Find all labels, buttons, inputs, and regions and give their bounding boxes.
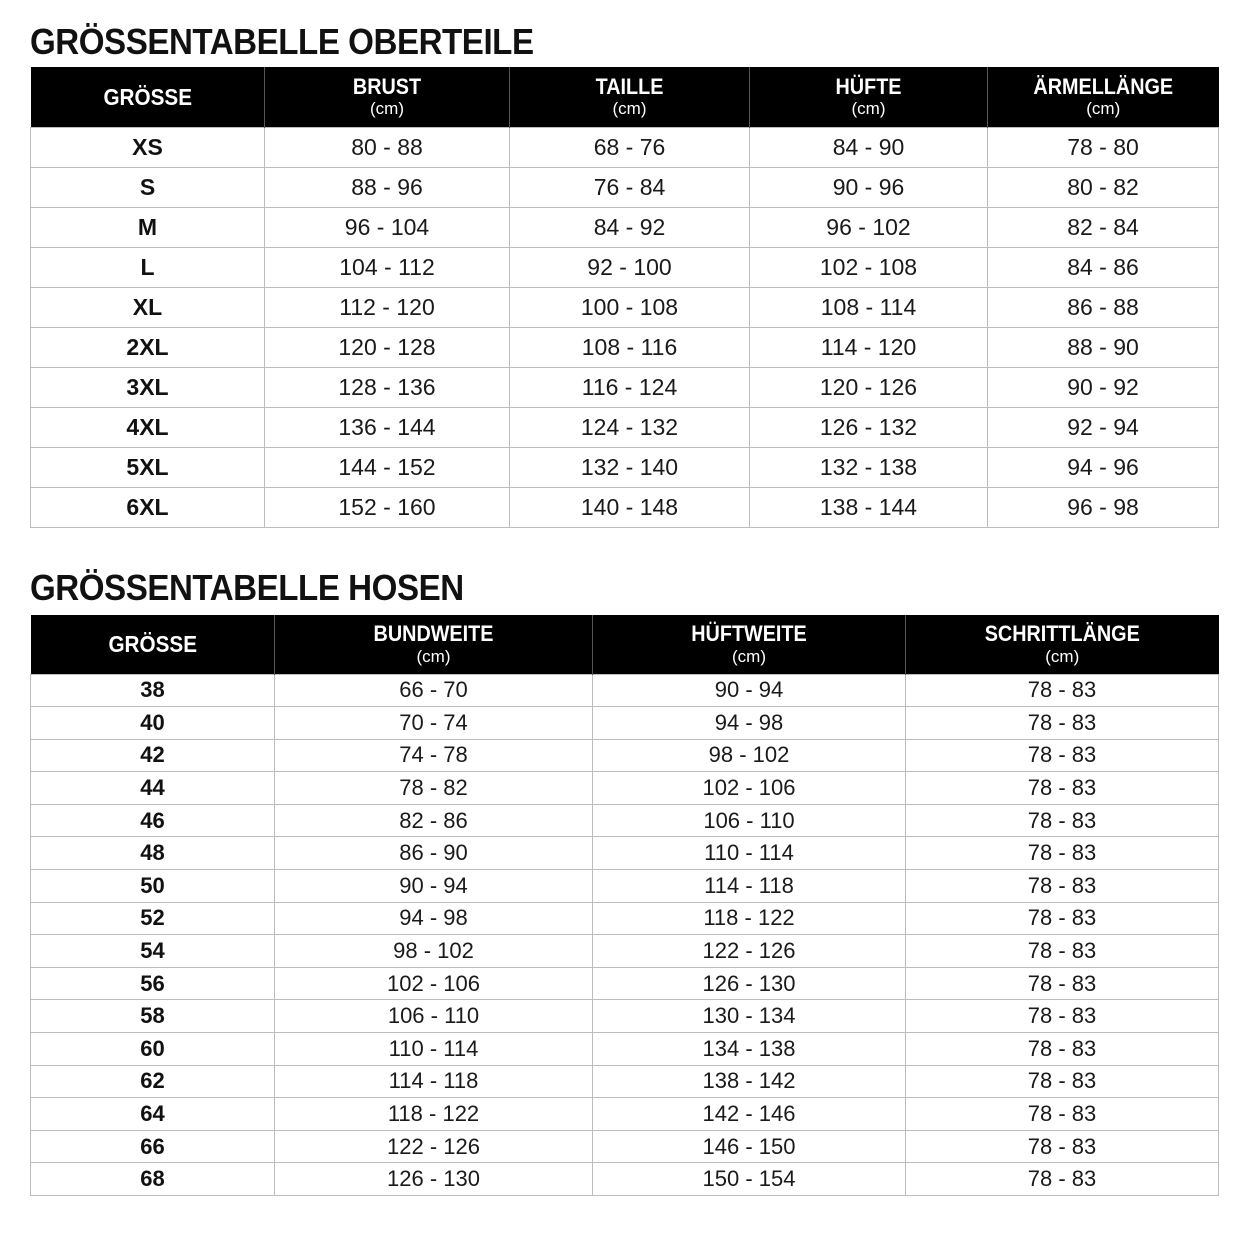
tops-cell-size: XL [31,287,265,327]
pants-cell-hip-width: 122 - 126 [593,935,906,968]
tops-cell-sleeve-length: 82 - 84 [988,207,1219,247]
pants-cell-inseam: 78 - 83 [906,1065,1219,1098]
tops-cell-hip: 132 - 138 [750,447,988,487]
pants-cell-waistband: 86 - 90 [275,837,593,870]
tops-cell-waist: 92 - 100 [510,247,750,287]
pants-header-label: SCHRITTLÄNGE [984,621,1140,647]
table-row [31,207,1219,247]
pants-header-unit: (cm) [732,646,766,666]
pants-cell-size: 46 [31,804,275,837]
tops-header-unit: (cm) [851,99,886,119]
tops-cell-chest: 104 - 112 [265,247,510,287]
pants-cell-size: 42 [31,739,275,772]
pants-cell-size: 56 [31,967,275,1000]
tops-cell-size: M [31,207,265,247]
pants-cell-hip-width: 150 - 154 [593,1163,906,1196]
pants-cell-inseam: 78 - 83 [906,837,1219,870]
tops-header-unit: (cm) [370,99,404,119]
pants-cell-waistband: 78 - 82 [275,772,593,805]
pants-cell-size: 60 [31,1033,275,1066]
pants-cell-size: 58 [31,1000,275,1033]
table-row [31,1033,1219,1066]
table-row [31,1000,1219,1033]
pants-cell-waistband: 114 - 118 [275,1065,593,1098]
pants-cell-waistband: 126 - 130 [275,1163,593,1196]
pants-cell-size: 50 [31,870,275,903]
tops-cell-hip: 120 - 126 [750,367,988,407]
tops-header-hip [750,67,988,127]
table-row [31,247,1219,287]
pants-cell-hip-width: 134 - 138 [593,1033,906,1066]
pants-cell-inseam: 78 - 83 [906,1163,1219,1196]
tops-cell-chest: 136 - 144 [265,407,510,447]
tops-header-label: BRUST [352,73,422,99]
pants-cell-waistband: 70 - 74 [275,707,593,740]
pants-cell-waistband: 122 - 126 [275,1130,593,1163]
pants-header-unit: (cm) [416,646,451,666]
tops-cell-chest: 128 - 136 [265,367,510,407]
pants-cell-waistband: 82 - 86 [275,804,593,837]
tops-cell-hip: 108 - 114 [750,287,988,327]
pants-cell-hip-width: 110 - 114 [593,837,906,870]
pants-header-inseam [906,615,1219,674]
pants-cell-inseam: 78 - 83 [906,772,1219,805]
tops-cell-chest: 144 - 152 [265,447,510,487]
tops-cell-hip: 114 - 120 [750,327,988,367]
tops-cell-size: 2XL [31,327,265,367]
pants-cell-inseam: 78 - 83 [906,804,1219,837]
pants-cell-size: 44 [31,772,275,805]
tops-cell-sleeve-length: 94 - 96 [988,447,1219,487]
table-row [31,707,1219,740]
tops-cell-chest: 80 - 88 [265,127,510,167]
tops-cell-size: 6XL [31,487,265,527]
tops-cell-sleeve-length: 92 - 94 [988,407,1219,447]
pants-cell-hip-width: 90 - 94 [593,674,906,707]
table-row [31,870,1219,903]
tops-cell-hip: 90 - 96 [750,167,988,207]
table-row [31,935,1219,968]
tops-cell-chest: 152 - 160 [265,487,510,527]
tops-cell-waist: 84 - 92 [510,207,750,247]
pants-cell-inseam: 78 - 83 [906,967,1219,1000]
tops-header-chest [265,67,510,127]
tops-cell-waist: 68 - 76 [510,127,750,167]
pants-cell-size: 66 [31,1130,275,1163]
tops-cell-size: 4XL [31,407,265,447]
tops-cell-size: S [31,167,265,207]
pants-cell-size: 64 [31,1098,275,1131]
table-row [31,447,1219,487]
table-row [31,1130,1219,1163]
pants-cell-waistband: 118 - 122 [275,1098,593,1131]
pants-header-label: BUNDWEITE [373,621,494,647]
pants-cell-waistband: 74 - 78 [275,739,593,772]
pants-cell-hip-width: 146 - 150 [593,1130,906,1163]
pants-cell-inseam: 78 - 83 [906,739,1219,772]
pants-cell-size: 68 [31,1163,275,1196]
tops-header-label: TAILLE [595,73,664,99]
table-row [31,367,1219,407]
tops-cell-hip: 102 - 108 [750,247,988,287]
pants-cell-size: 40 [31,707,275,740]
pants-cell-inseam: 78 - 83 [906,1130,1219,1163]
pants-cell-hip-width: 130 - 134 [593,1000,906,1033]
tops-header-label: ÄRMELLÄNGE [1033,73,1174,99]
tops-cell-waist: 124 - 132 [510,407,750,447]
table-row [31,804,1219,837]
table-row [31,287,1219,327]
pants-cell-hip-width: 142 - 146 [593,1098,906,1131]
tops-cell-sleeve-length: 80 - 82 [988,167,1219,207]
pants-header-unit: (cm) [1045,646,1080,666]
table-row [31,967,1219,1000]
pants-cell-hip-width: 114 - 118 [593,870,906,903]
tops-cell-waist: 132 - 140 [510,447,750,487]
pants-cell-hip-width: 106 - 110 [593,804,906,837]
table-row [31,837,1219,870]
tops-size-table-title: GRÖSSENTABELLE OBERTEILE [30,21,534,62]
tops-cell-hip: 126 - 132 [750,407,988,447]
tops-header-sleeve-length [988,67,1219,127]
pants-cell-hip-width: 98 - 102 [593,739,906,772]
table-row [31,127,1219,167]
tops-cell-waist: 108 - 116 [510,327,750,367]
table-row [31,407,1219,447]
tops-cell-chest: 120 - 128 [265,327,510,367]
pants-cell-waistband: 90 - 94 [275,870,593,903]
table-row [31,1065,1219,1098]
tops-cell-hip: 96 - 102 [750,207,988,247]
pants-cell-inseam: 78 - 83 [906,1098,1219,1131]
table-row [31,674,1219,707]
table-row [31,167,1219,207]
tops-cell-size: L [31,247,265,287]
pants-cell-inseam: 78 - 83 [906,870,1219,903]
tops-header-row [31,67,1219,127]
tops-cell-size: 3XL [31,367,265,407]
pants-cell-hip-width: 126 - 130 [593,967,906,1000]
pants-cell-waistband: 98 - 102 [275,935,593,968]
tops-cell-sleeve-length: 86 - 88 [988,287,1219,327]
tops-header-size [31,67,265,127]
pants-cell-hip-width: 118 - 122 [593,902,906,935]
table-row [31,487,1219,527]
pants-header-label: HÜFTWEITE [691,621,807,647]
tops-cell-waist: 140 - 148 [510,487,750,527]
pants-size-table-title: GRÖSSENTABELLE HOSEN [30,567,464,608]
tops-header-unit: (cm) [1086,99,1121,119]
pants-cell-waistband: 102 - 106 [275,967,593,1000]
pants-cell-hip-width: 102 - 106 [593,772,906,805]
table-row [31,1098,1219,1131]
pants-cell-size: 38 [31,674,275,707]
tops-cell-waist: 76 - 84 [510,167,750,207]
pants-cell-waistband: 66 - 70 [275,674,593,707]
pants-cell-inseam: 78 - 83 [906,902,1219,935]
tops-cell-chest: 96 - 104 [265,207,510,247]
tops-cell-hip: 84 - 90 [750,127,988,167]
pants-header-waistband [275,615,593,674]
tops-cell-size: 5XL [31,447,265,487]
pants-cell-size: 52 [31,902,275,935]
pants-cell-hip-width: 94 - 98 [593,707,906,740]
pants-cell-size: 54 [31,935,275,968]
tops-header-label: HÜFTE [835,73,902,99]
pants-cell-inseam: 78 - 83 [906,1000,1219,1033]
pants-cell-inseam: 78 - 83 [906,1033,1219,1066]
tops-table-body [31,127,1219,527]
pants-cell-waistband: 106 - 110 [275,1000,593,1033]
pants-size-table [30,615,1219,1196]
table-row [31,1163,1219,1196]
tops-cell-hip: 138 - 144 [750,487,988,527]
tops-cell-sleeve-length: 90 - 92 [988,367,1219,407]
pants-cell-inseam: 78 - 83 [906,935,1219,968]
table-row [31,739,1219,772]
tops-header-label: GRÖSSE [102,83,192,110]
pants-header-hip-width [593,615,906,674]
pants-header-row [31,615,1219,674]
pants-header-size [31,615,275,674]
tops-cell-sleeve-length: 84 - 86 [988,247,1219,287]
pants-cell-inseam: 78 - 83 [906,674,1219,707]
pants-cell-size: 62 [31,1065,275,1098]
table-row [31,902,1219,935]
tops-cell-sleeve-length: 78 - 80 [988,127,1219,167]
pants-cell-inseam: 78 - 83 [906,707,1219,740]
tops-cell-chest: 88 - 96 [265,167,510,207]
tops-cell-sleeve-length: 96 - 98 [988,487,1219,527]
pants-cell-waistband: 110 - 114 [275,1033,593,1066]
pants-table-body [31,674,1219,1196]
tops-size-table [30,67,1219,528]
pants-cell-size: 48 [31,837,275,870]
pants-header-label: GRÖSSE [107,631,197,658]
pants-cell-hip-width: 138 - 142 [593,1065,906,1098]
tops-cell-sleeve-length: 88 - 90 [988,327,1219,367]
table-row [31,772,1219,805]
table-row [31,327,1219,367]
tops-header-waist [510,67,750,127]
tops-cell-waist: 100 - 108 [510,287,750,327]
pants-cell-waistband: 94 - 98 [275,902,593,935]
tops-cell-waist: 116 - 124 [510,367,750,407]
tops-cell-size: XS [31,127,265,167]
tops-header-unit: (cm) [612,99,647,119]
tops-cell-chest: 112 - 120 [265,287,510,327]
